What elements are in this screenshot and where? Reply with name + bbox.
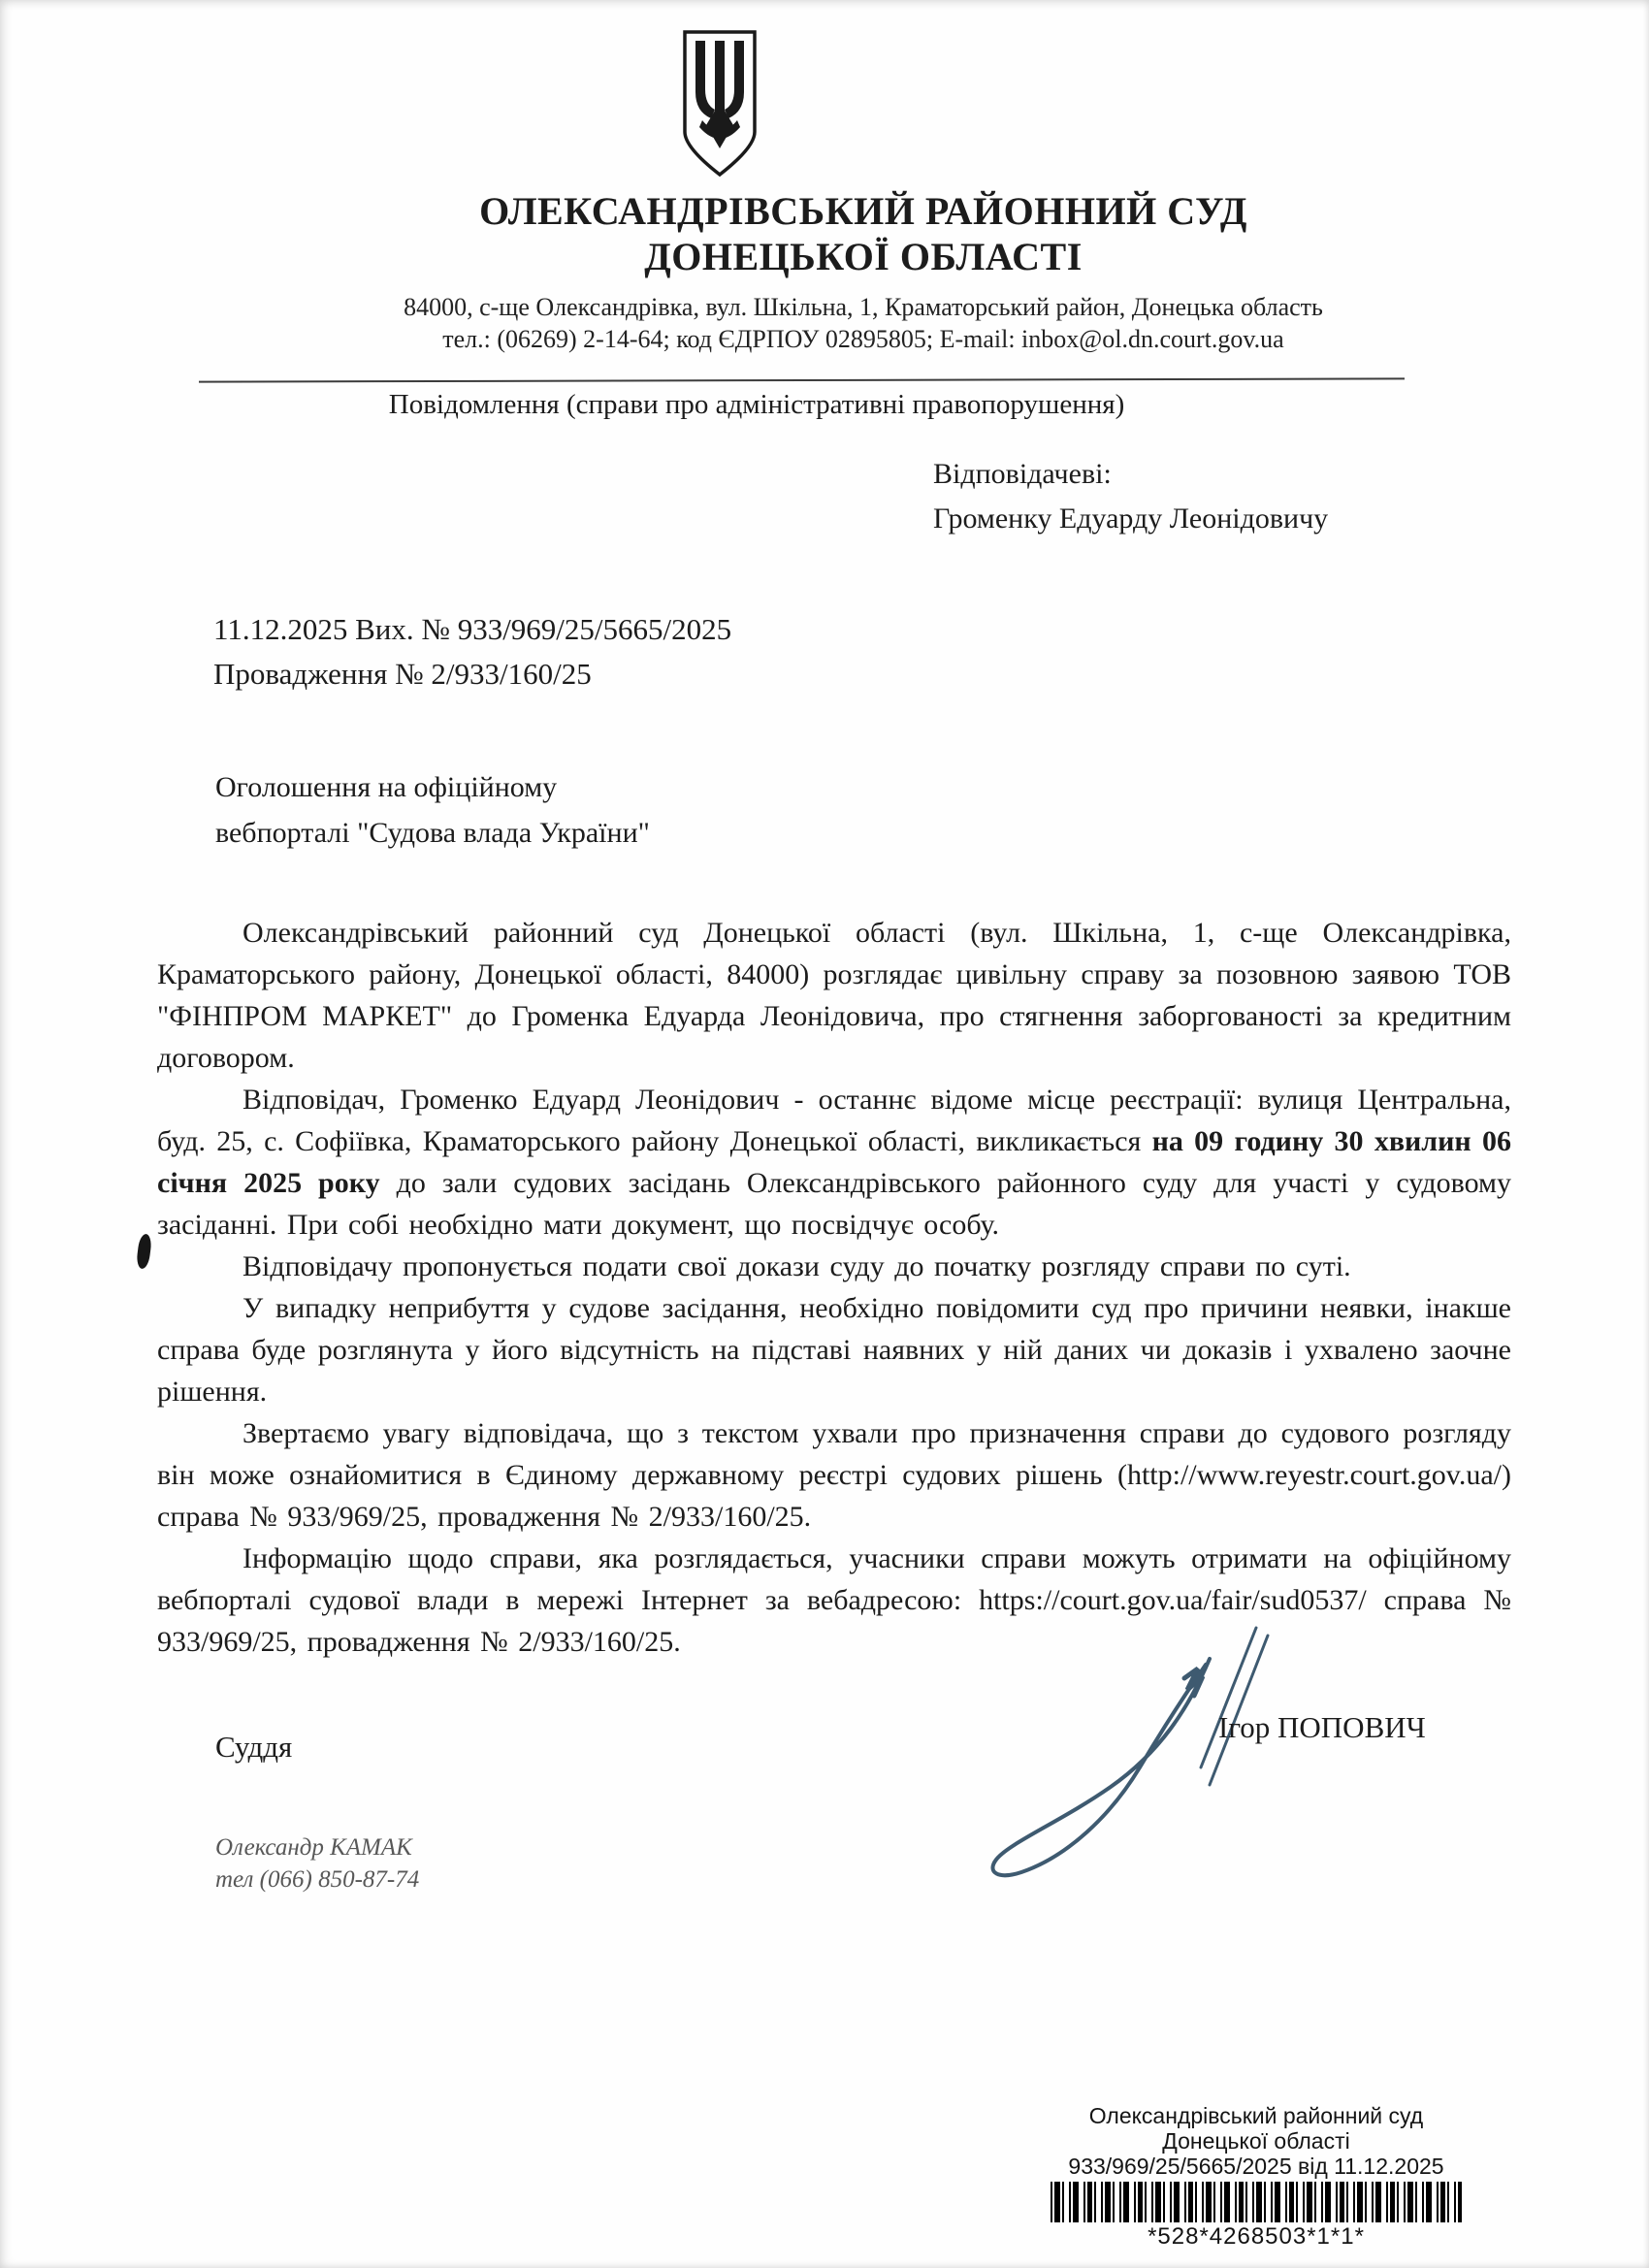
coat-of-arms-ukraine-icon bbox=[679, 27, 760, 180]
court-contacts: тел.: (06269) 2-14-64; код ЄДРПОУ 02895805; E-mail: inbox@ol.dn.court.gov.ua bbox=[442, 325, 1284, 353]
header-divider bbox=[199, 377, 1405, 382]
reference-block bbox=[213, 607, 731, 697]
court-name-line1: ОЛЕКСАНДРІВСЬКИЙ РАЙОННИЙ СУД bbox=[479, 189, 1247, 233]
summons-datetime-bold: на 09 годину 30 хвилин 06 січня 2025 року bbox=[157, 1125, 1511, 1199]
paragraph-summons bbox=[157, 1079, 1511, 1246]
proceeding-number-line: Провадження № 2/933/160/25 bbox=[213, 657, 592, 691]
recipient-label: Відповідачеві: bbox=[933, 458, 1112, 490]
announcement-line1: Оголошення на офіційному bbox=[215, 771, 558, 803]
letterhead bbox=[233, 188, 1494, 355]
paragraph-webportal-info: Інформацію щодо справи, яка розглядається, учасники справи можуть отримати на офіційному вебпорталі судової влади в мережі Інтернет за вебадресою: https://court.gov.ua/fair/sud0537/ справа № 933/969/25, провадження № 2/933/160/25. bbox=[157, 1542, 1511, 1658]
ink-smudge-artifact bbox=[136, 1233, 152, 1269]
barcode bbox=[1051, 2182, 1462, 2222]
announcement-block bbox=[215, 764, 650, 856]
barcode-stamp-block bbox=[1028, 2103, 1484, 2250]
paragraph-case-info: Олександрівський районний суд Донецької області (вул. Шкільна, 1, с-ще Олександрівка, Краматорського району, Донецької області, 84000) розглядає цивільну справу за позовною заявою ТОВ "ФІНПРОМ МАРКЕТ" до Громенка Едуарда Леонідовича, про стягнення заборгованості за кредитним договором. bbox=[157, 917, 1511, 1074]
barcode-code-text: *528*4268503*1*1* bbox=[1148, 2223, 1365, 2250]
recipient-block bbox=[933, 452, 1328, 541]
summons-pre-text: Відповідач, Громенко Едуард Леонідович - останнє відоме місце реєстрації: вулиця Центральна, буд. 25, с. Софіївка, Краматорського району Донецької області, викликається bbox=[157, 1084, 1511, 1157]
judge-name: Ігор ПОПОВИЧ bbox=[1218, 1710, 1426, 1744]
barcode-number-line: 933/969/25/5665/2025 від 11.12.2025 bbox=[1068, 2154, 1444, 2179]
paragraph-evidence: Відповідачу пропонується подати свої докази суду до початку розгляду справи по суті. bbox=[242, 1250, 1351, 1282]
paragraph-registry-info: Звертаємо увагу відповідача, що з текстом ухвали про призначення справи до судового розгляду він може ознайомитися в Єдиному державному реєстрі судових рішень (http://www.reyestr.court.gov.ua/) справа № 933/969/25, провадження № 2/933/160/25. bbox=[157, 1417, 1511, 1533]
clerk-contact-block bbox=[215, 1831, 419, 1895]
judge-signature-icon bbox=[955, 1622, 1285, 1884]
outgoing-number-line: 11.12.2025 Вих. № 933/969/25/5665/2025 bbox=[213, 612, 732, 646]
paragraph-absence-warning: У випадку неприбуття у судове засідання, необхідно повідомити суд про причини неявки, інакше справа буде розглянута у його відсутність на підставі наявних у ній даних чи доказів і ухвалено заочне рішення. bbox=[157, 1292, 1511, 1408]
barcode-court-line2: Донецької області bbox=[1162, 2128, 1350, 2154]
summons-post-text: до зали судових засідань Олександрівського районного суду для участі у судовому засіданні. При собі необхідно мати документ, що посвідчує особу. bbox=[157, 1167, 1511, 1241]
doc-type-heading: Повідомлення (справи про адміністративні правопорушення) bbox=[388, 389, 1125, 420]
announcement-line2: вебпорталі "Судова влада України" bbox=[215, 817, 650, 849]
barcode-court-line1: Олександрівський районний суд bbox=[1088, 2103, 1424, 2128]
court-address: 84000, с-ще Олександрівка, вул. Шкільна, 1, Краматорський район, Донецька область bbox=[404, 293, 1323, 321]
signature-role-label: Суддя bbox=[215, 1730, 293, 1764]
letter-body bbox=[157, 912, 1511, 1663]
clerk-name: Олександр КАМАК bbox=[215, 1834, 412, 1861]
clerk-phone: тел (066) 850-87-74 bbox=[215, 1866, 420, 1893]
court-name-line2: ДОНЕЦЬКОЇ ОБЛАСТІ bbox=[644, 235, 1083, 278]
recipient-name: Громенку Едуарду Леонідовичу bbox=[933, 502, 1329, 535]
